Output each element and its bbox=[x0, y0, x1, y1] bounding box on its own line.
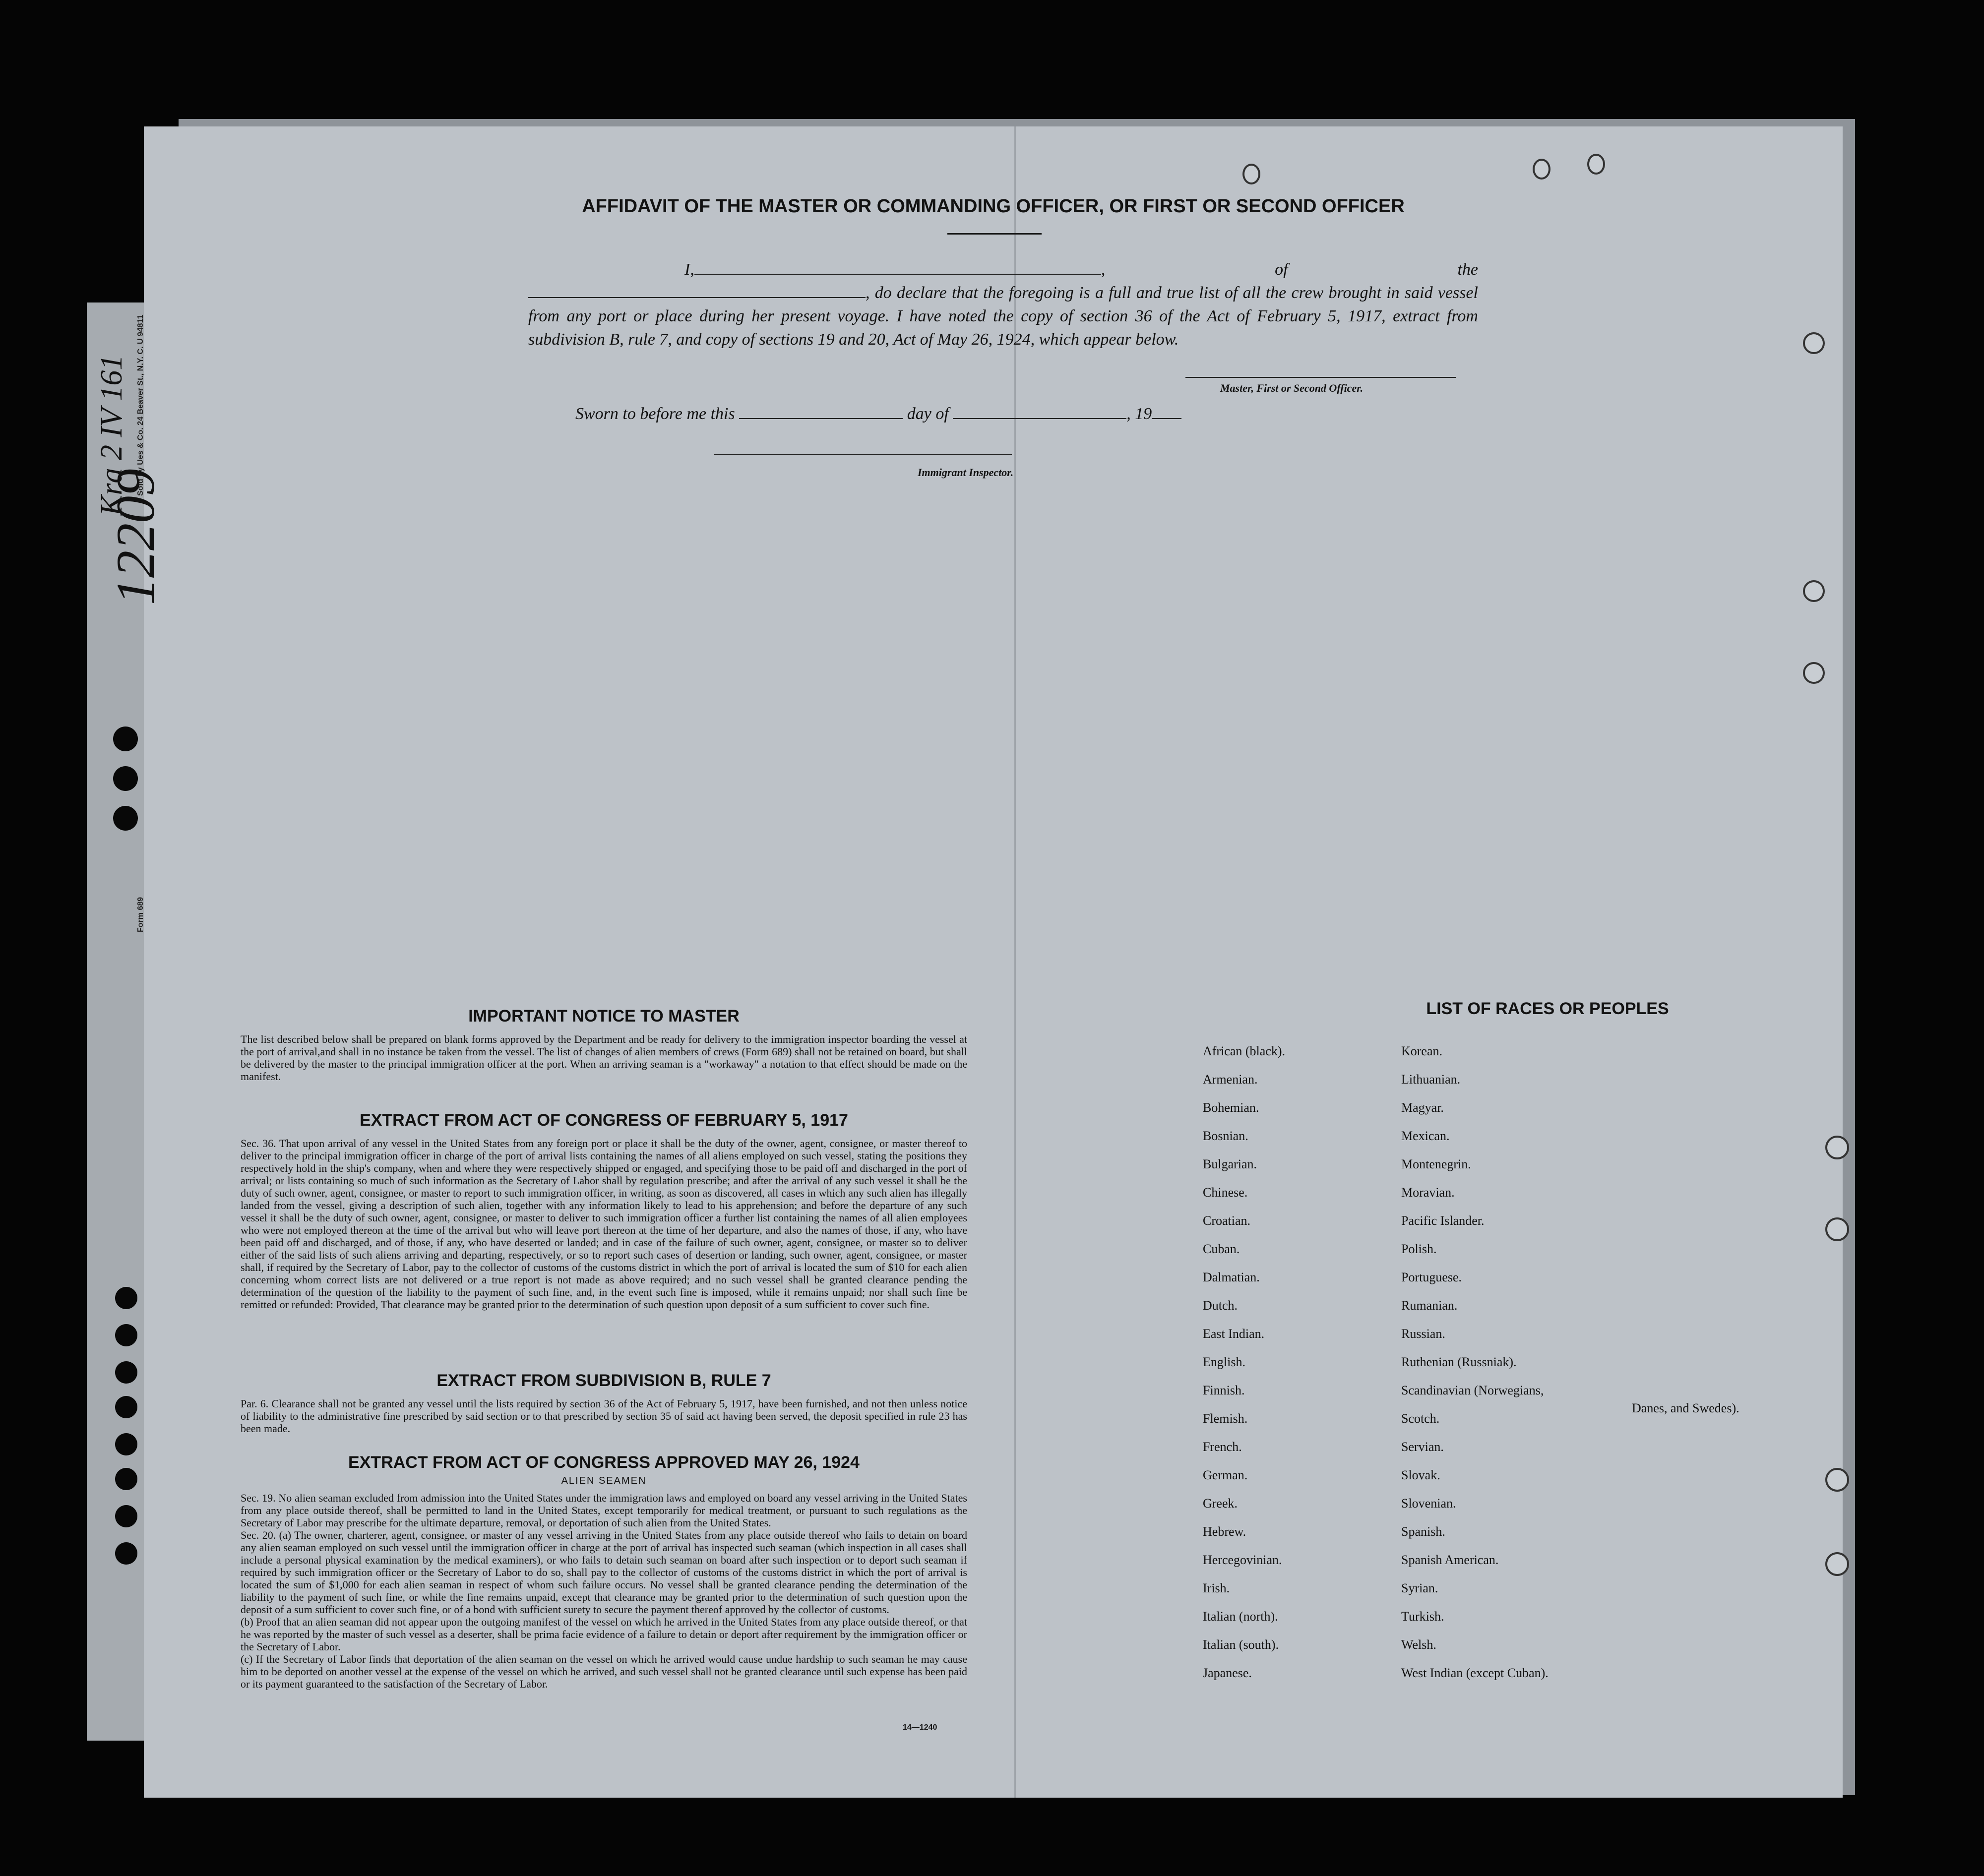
sec-19-text: Sec. 19. No alien seaman excluded from admission into the United States under the immigration laws and employed on board any vessel arriving in the United States from any place outside thereof, shall be permitted to land in the United States, except temporarily for medical treatment, or pursuant to such regulations as the Secretary of Labor may prescribe for the ultimate departure, removal, or deportation of such alien from the United States. bbox=[241, 1492, 967, 1529]
do-declare-label: , do declare bbox=[866, 284, 947, 302]
race-item: Dutch. bbox=[1203, 1298, 1238, 1313]
race-item: Spanish. bbox=[1401, 1524, 1445, 1539]
race-item: Russian. bbox=[1401, 1327, 1445, 1341]
race-item: Irish. bbox=[1203, 1581, 1230, 1595]
of-the-label: , of the bbox=[1101, 260, 1478, 279]
race-item: Moravian. bbox=[1401, 1185, 1455, 1200]
race-item: Servian. bbox=[1401, 1440, 1444, 1454]
race-item: Slovak. bbox=[1401, 1468, 1440, 1482]
binding-ring bbox=[1825, 1468, 1849, 1492]
page-fold bbox=[1014, 126, 1016, 1798]
race-item: East Indian. bbox=[1203, 1327, 1265, 1341]
punch-hole bbox=[113, 766, 138, 791]
form-label: Form 689 bbox=[136, 897, 145, 932]
handwritten-note: Kra 2 IV 161 bbox=[95, 355, 128, 516]
inspector-signature-line[interactable] bbox=[714, 454, 1012, 455]
race-item: Italian (south). bbox=[1203, 1637, 1279, 1652]
master-signature-label: Master, First or Second Officer. bbox=[1220, 382, 1364, 394]
race-item: Cuban. bbox=[1203, 1242, 1240, 1256]
race-item: Bohemian. bbox=[1203, 1100, 1259, 1115]
race-item: Slovenian. bbox=[1401, 1496, 1456, 1511]
sworn-month-blank[interactable] bbox=[953, 404, 1126, 419]
punch-hole bbox=[115, 1468, 137, 1490]
printer-imprint: Sold by Ues & Co. 24 Beaver St., N.Y. C. U 94811 bbox=[136, 314, 145, 496]
affidavit-body: that the foregoing is a full and true list of all the crew brought in said vessel from any port or place during her present voyage. I have noted the copy of section 36 of the Act of February 5, 1917, extract from subdivision B, rule 7, and copy of sections 19 and 20, Act of May 26, 1924, which appear below. bbox=[528, 284, 1478, 349]
race-item: African (black). bbox=[1203, 1044, 1286, 1058]
binding-ring bbox=[1533, 159, 1550, 180]
race-item: Armenian. bbox=[1203, 1072, 1258, 1087]
extract-1924 bbox=[241, 1453, 967, 1690]
race-item: Welsh. bbox=[1401, 1637, 1436, 1652]
master-signature-line[interactable] bbox=[1185, 377, 1456, 378]
punch-hole bbox=[115, 1324, 137, 1346]
race-item: Bulgarian. bbox=[1203, 1157, 1257, 1171]
binding-ring bbox=[1825, 1552, 1849, 1576]
race-item: Spanish American. bbox=[1401, 1553, 1499, 1567]
sworn-day-blank[interactable] bbox=[739, 404, 903, 419]
year-prefix: , 19 bbox=[1126, 405, 1152, 423]
punch-hole bbox=[115, 1505, 137, 1527]
race-item: English. bbox=[1203, 1355, 1245, 1369]
race-item: Flemish. bbox=[1203, 1411, 1248, 1426]
extract-1924-subtitle: ALIEN SEAMEN bbox=[561, 1475, 647, 1486]
punch-hole bbox=[115, 1396, 137, 1418]
race-item: French. bbox=[1203, 1440, 1242, 1454]
race-item: Turkish. bbox=[1401, 1609, 1444, 1624]
important-notice bbox=[241, 1007, 967, 1083]
binding-ring bbox=[1825, 1136, 1849, 1159]
inspector-signature-label: Immigrant Inspector. bbox=[918, 466, 1014, 479]
punch-hole bbox=[115, 1433, 137, 1455]
extract-rule7-title: EXTRACT FROM SUBDIVISION B, RULE 7 bbox=[436, 1371, 771, 1390]
day-of-label: day of bbox=[907, 405, 949, 423]
sworn-line bbox=[575, 404, 1181, 424]
form-number: 14—1240 bbox=[903, 1723, 937, 1732]
binding-ring bbox=[1803, 332, 1825, 354]
sec-20c-text: (c) If the Secretary of Labor finds that deportation of the alien seaman on the vessel on which he arrived would cause undue hardship to such seaman he may cause him to be deported on another vessel at the expense of the vessel on which he arrived, and such vessel shall not be granted clearance until such expense has been paid or its payment guaranteed to the satisfaction of the Secretary of Labor. bbox=[241, 1653, 967, 1690]
sec-20a-text: Sec. 20. (a) The owner, charterer, agent, consignee, or master of any vessel arriving in the United States from any place outside thereof who fails to detain on board any alien seaman employed on such vessel until the immigration officer in charge at the port of arrival has inspected such seaman (which inspection in all cases shall include a personal physical examination by the medical examiners), or who fails to detain such seaman on board after such inspection or to deport such seaman if required by such immigration officer or the Secretary of Labor to do so, shall pay to the collector of customs of the customs district in which the port of arrival is located the sum of $1,000 for each alien seaman in respect of whom such failure occurs. No vessel shall be granted clearance pending the determination of the liability to the payment of such fine, or while the fine remains unpaid, except that clearance may be granted prior to the determination of such question upon the deposit of a sum sufficient to cover such fine, or of a bond with sufficient surety to secure the payment thereof approved by the collector of customs. bbox=[241, 1529, 967, 1616]
race-item: Dalmatian. bbox=[1203, 1270, 1260, 1284]
extract-1917-title: EXTRACT FROM ACT OF CONGRESS OF FEBRUARY 5, 1917 bbox=[360, 1111, 848, 1130]
punch-hole bbox=[115, 1361, 137, 1384]
sworn-prefix: Sworn to before me this bbox=[575, 405, 735, 423]
handwritten-number: 12209 bbox=[105, 469, 166, 605]
race-item: Polish. bbox=[1401, 1242, 1437, 1256]
document-page bbox=[144, 126, 1843, 1798]
sec-20b-text: (b) Proof that an alien seaman did not appear upon the outgoing manifest of the vessel on which he arrived in the United States from any place outside thereof, or that he was reported by the master of such vessel as a deserter, shall be prima facie evidence of a failure to detain or deport after requirement by the immigration officer or the Secretary of Labor. bbox=[241, 1616, 967, 1653]
race-item: Hercegovinian. bbox=[1203, 1553, 1282, 1567]
binding-ring bbox=[1242, 164, 1260, 184]
race-item: German. bbox=[1203, 1468, 1248, 1482]
race-item: Japanese. bbox=[1203, 1666, 1252, 1680]
punch-hole bbox=[113, 806, 138, 831]
vessel-blank[interactable] bbox=[528, 283, 866, 298]
title-rule bbox=[947, 233, 1042, 235]
race-item: Scotch. bbox=[1401, 1411, 1440, 1426]
race-item: Italian (north). bbox=[1203, 1609, 1278, 1624]
extract-rule7-body: Par. 6. Clearance shall not be granted any vessel until the lists required by section 36 of the Act of February 5, 1917, have been furnished, and not then unless notice of liability to the administrative fine prescribed by said section or to that prescribed by section 35 of said act having been served, the deposit specified in rule 23 has been made. bbox=[241, 1397, 967, 1435]
name-blank[interactable] bbox=[694, 260, 1101, 275]
race-item: Portuguese. bbox=[1401, 1270, 1462, 1284]
notice-body: The list described below shall be prepared on blank forms approved by the Department and be ready for delivery to the immigration inspector boarding the vessel at the port of arrival,and shall in no instance be taken from the vessel. The list of changes of alien members of crews (Form 689) shall not be retained on board, but shall be delivered by the master to the principal immigration officer at the port. When an arriving seaman is a "workaway" a notation to that effect should be made on the manifest. bbox=[241, 1033, 967, 1083]
extract-1924-title: EXTRACT FROM ACT OF CONGRESS APPROVED MAY 26, 1924 bbox=[348, 1453, 860, 1472]
binding-ring bbox=[1587, 154, 1605, 175]
notice-title: IMPORTANT NOTICE TO MASTER bbox=[468, 1007, 740, 1026]
extract-rule-7 bbox=[241, 1371, 967, 1435]
race-item: West Indian (except Cuban). bbox=[1401, 1666, 1549, 1680]
binding-ring bbox=[1803, 580, 1825, 602]
race-item: Finnish. bbox=[1203, 1383, 1245, 1397]
race-item: Magyar. bbox=[1401, 1100, 1444, 1115]
sworn-year-blank[interactable] bbox=[1152, 404, 1181, 419]
race-item: Chinese. bbox=[1203, 1185, 1248, 1200]
affidavit-text bbox=[528, 258, 1478, 351]
affidavit-title: AFFIDAVIT OF THE MASTER OR COMMANDING OFFICER, OR FIRST OR SECOND OFFICER bbox=[582, 196, 1405, 217]
race-item: Syrian. bbox=[1401, 1581, 1438, 1595]
punch-hole bbox=[113, 726, 138, 751]
race-item: Scandinavian (Norwegians, bbox=[1401, 1383, 1544, 1397]
race-item: Bosnian. bbox=[1203, 1129, 1248, 1143]
punch-hole bbox=[115, 1287, 137, 1309]
binding-ring bbox=[1825, 1217, 1849, 1241]
race-item: Greek. bbox=[1203, 1496, 1238, 1511]
punch-hole bbox=[115, 1542, 137, 1565]
race-item: Pacific Islander. bbox=[1401, 1213, 1485, 1228]
race-item: Ruthenian (Russniak). bbox=[1401, 1355, 1517, 1369]
race-item: Montenegrin. bbox=[1401, 1157, 1471, 1171]
race-item: Hebrew. bbox=[1203, 1524, 1246, 1539]
race-item: Korean. bbox=[1401, 1044, 1443, 1058]
race-item: Lithuanian. bbox=[1401, 1072, 1461, 1087]
races-title: LIST OF RACES OR PEOPLES bbox=[1426, 999, 1669, 1018]
race-scandinavian-continued: Danes, and Swedes). bbox=[1632, 1401, 1739, 1415]
affidavit-i-label: I, bbox=[684, 260, 694, 279]
race-item: Croatian. bbox=[1203, 1213, 1251, 1228]
extract-1917 bbox=[241, 1111, 967, 1311]
extract-1917-body: Sec. 36. That upon arrival of any vessel in the United States from any foreign port or place it shall be the duty of the owner, agent, consignee, or master thereof to deliver to the principal immigration officer in charge of the port of arrival lists containing the names of all aliens employed on such vessel, stating the positions they respectively hold in the ship's company, when and where they were respectively shipped or engaged, and specifying those to be paid off and discharged in the port of arrival; or lists containing so much of such information as the Secretary of Labor shall by regulation prescribe; and after the arrival of any such vessel it shall be the duty of such owner, agent, consignee, or master to report to such immigration officer, in writing, as soon as discovered, all cases in which any such alien has illegally landed from the vessel, giving a description of such alien, together with any information likely to lead to his apprehension; and before the departure of any such vessel it shall be the duty of such owner, agent, consignee, or master to deliver to such immigration officer a further list containing the names of all alien employees who were not employed thereon at the time of the arrival but who will leave port thereon at the time of her departure, and also the names of those, if any, who have been paid off and discharged, and of those, if any, who have deserted or landed; and in case of the failure of such owner, agent, consignee, or master so to deliver either of the said lists of such aliens arriving and departing, respectively, or so to report such cases of desertion or landing, such owner, agent, consignee, or master shall, if required by the Secretary of Labor, pay to the collector of customs of the customs district in which the port of arrival is located the sum of $10 for each alien concerning whom correct lists are not delivered or a true report is not made as above required; and no such vessel shall be granted clearance pending the determination of the question of the liability to the payment of such fine, and, in the event such fine is imposed, while it remains unpaid; nor shall such fine be remitted or refunded: Provided, That clearance may be granted prior to the determination of such question upon deposit of a sum sufficient to cover such fine. bbox=[241, 1137, 967, 1311]
race-item: Mexican. bbox=[1401, 1129, 1450, 1143]
race-item: Rumanian. bbox=[1401, 1298, 1458, 1313]
binding-ring bbox=[1803, 662, 1825, 684]
